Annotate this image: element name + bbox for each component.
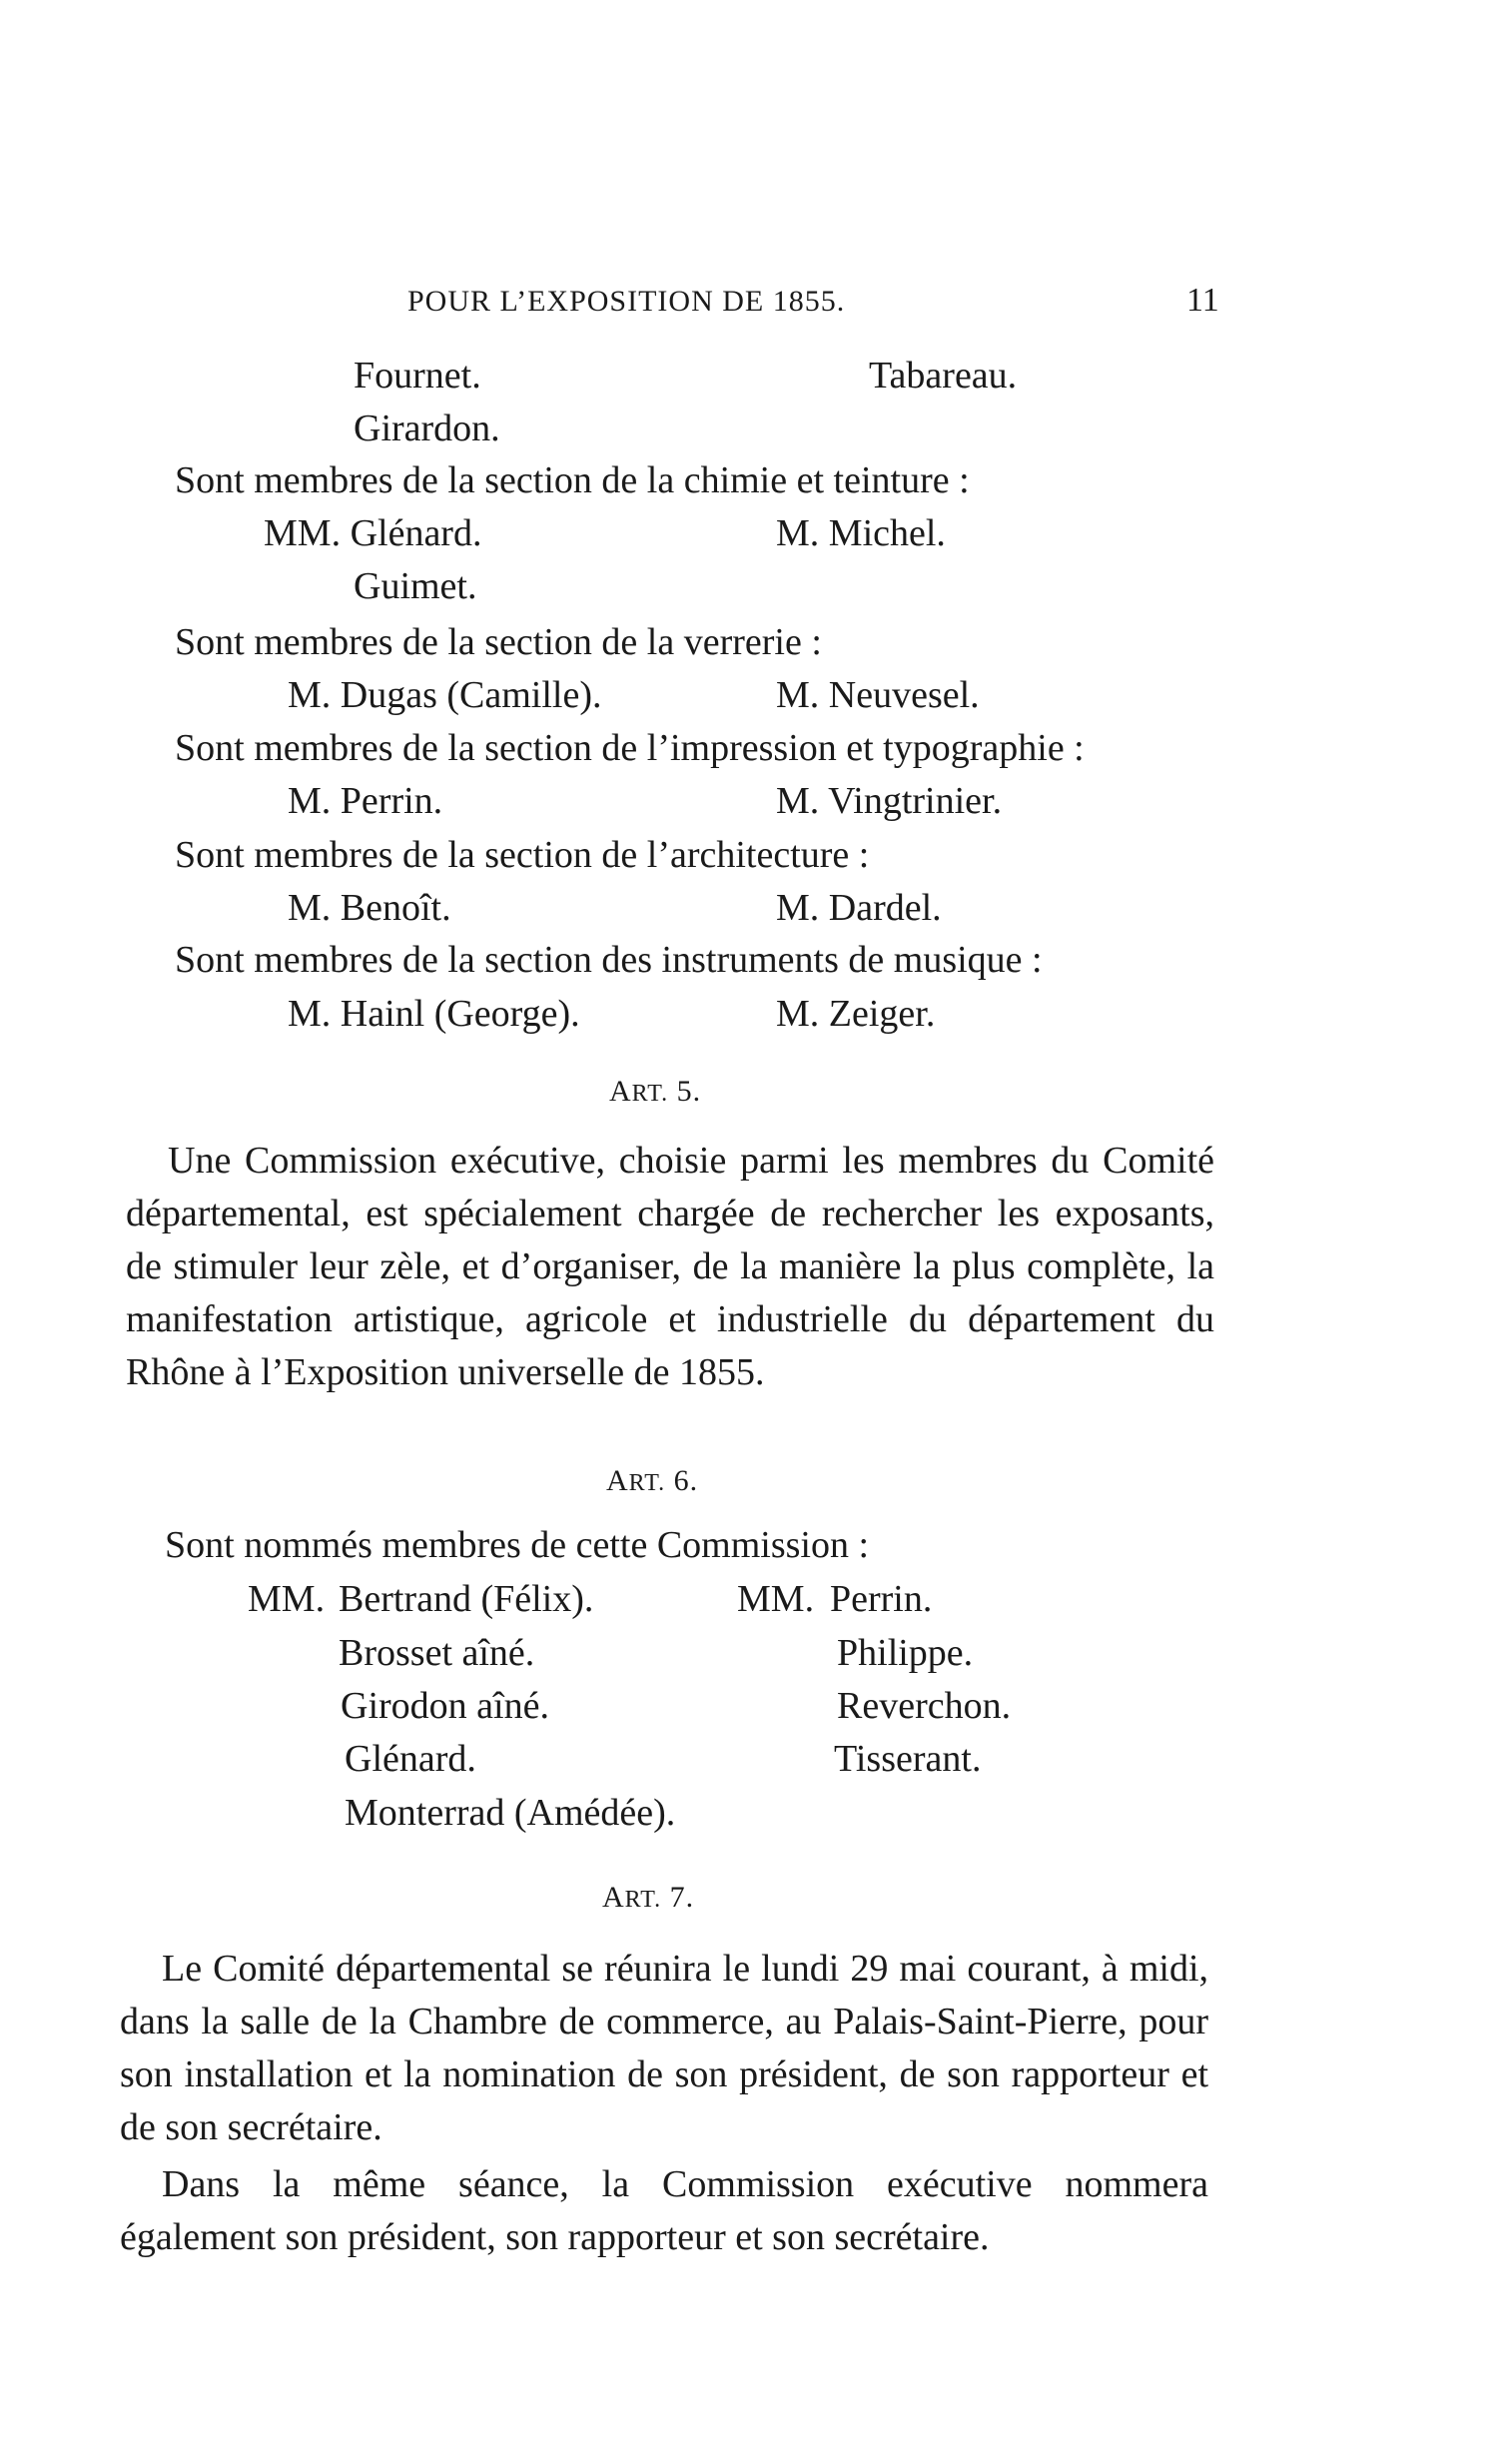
list-title: MM. — [248, 1578, 326, 1620]
running-title: POUR L’EXPOSITION DE 1855. — [407, 285, 846, 318]
name-item: Philippe. — [837, 1632, 974, 1674]
name-item: Tisserant. — [834, 1738, 982, 1780]
name-item: Brosset aîné. — [339, 1632, 535, 1674]
article-5-text: Une Commission exécutive, choisie parmi les membres du Comité départemental, est spécialement chargée de rechercher les exposants, de stimuler leur zèle, et d’organiser, de la manière la plus complète, la manifestation artistique, agricole et industrielle du département du Rhône à l’Exposition universelle de 1855. — [126, 1140, 1214, 1393]
article-7-text: Le Comité départemental se réunira le lundi 29 mai courant, à midi, dans la salle de la Chambre de commerce, au Palais-Saint-Pierre, pour son installation et la nomination de son président, de son rapporteur et de son secrétaire. Dans la même séance, la Commission exécutive nommera également son président, son rapporteur et son secrétaire. — [120, 1948, 1208, 2258]
name-item: Glénard. — [345, 1738, 476, 1780]
article-number: 5. — [676, 1075, 702, 1108]
article-heading — [609, 1077, 701, 1107]
name-item: M. Benoît. — [288, 887, 451, 929]
name-item: Monterrad (Amédée). — [345, 1792, 676, 1834]
name-item: M. Dugas (Camille). — [288, 674, 602, 716]
name-item: Tabareau. — [869, 355, 1018, 397]
article-label: RT. — [631, 1081, 669, 1107]
name-item: M. Hainl (George). — [288, 993, 580, 1035]
list-title: MM. — [737, 1578, 815, 1620]
section-heading: Sont membres de la section de l’impression et typographie : — [175, 727, 1085, 769]
article-heading — [606, 1466, 698, 1496]
name-item: M. Vingtrinier. — [776, 780, 1003, 822]
name-item: M. Neuvesel. — [776, 674, 980, 716]
article-label: RT. — [628, 1470, 666, 1496]
article-number: 6. — [673, 1464, 699, 1497]
section-heading: Sont membres de la section des instruments de musique : — [175, 939, 1043, 981]
article-prefix: A — [602, 1881, 625, 1914]
article-label: RT. — [624, 1887, 662, 1913]
name-item: Girodon aîné. — [341, 1685, 549, 1727]
page-number: 11 — [1186, 282, 1219, 319]
commission-intro: Sont nommés membres de cette Commission : — [165, 1524, 870, 1566]
name-item: M. Perrin. — [288, 780, 443, 822]
name-item: Reverchon. — [837, 1685, 1012, 1727]
section-heading: Sont membres de la section de la verrerie : — [175, 621, 822, 663]
name-item: M. Zeiger. — [776, 993, 936, 1035]
article-prefix: A — [606, 1464, 629, 1497]
name-item: Fournet. — [354, 355, 481, 397]
name-item: M. Michel. — [776, 512, 946, 554]
name-item: Bertrand (Félix). — [339, 1578, 594, 1620]
name-item: MM. Glénard. — [264, 512, 482, 554]
section-heading: Sont membres de la section de l’architecture : — [175, 834, 870, 876]
name-item: M. Dardel. — [776, 887, 942, 929]
name-item: Guimet. — [354, 565, 477, 607]
name-item: Girardon. — [354, 407, 500, 449]
name-item: Perrin. — [830, 1578, 933, 1620]
section-heading: Sont membres de la section de la chimie et teinture : — [175, 459, 970, 501]
article-prefix: A — [609, 1075, 632, 1108]
article-heading — [602, 1883, 694, 1913]
article-number: 7. — [669, 1881, 695, 1914]
